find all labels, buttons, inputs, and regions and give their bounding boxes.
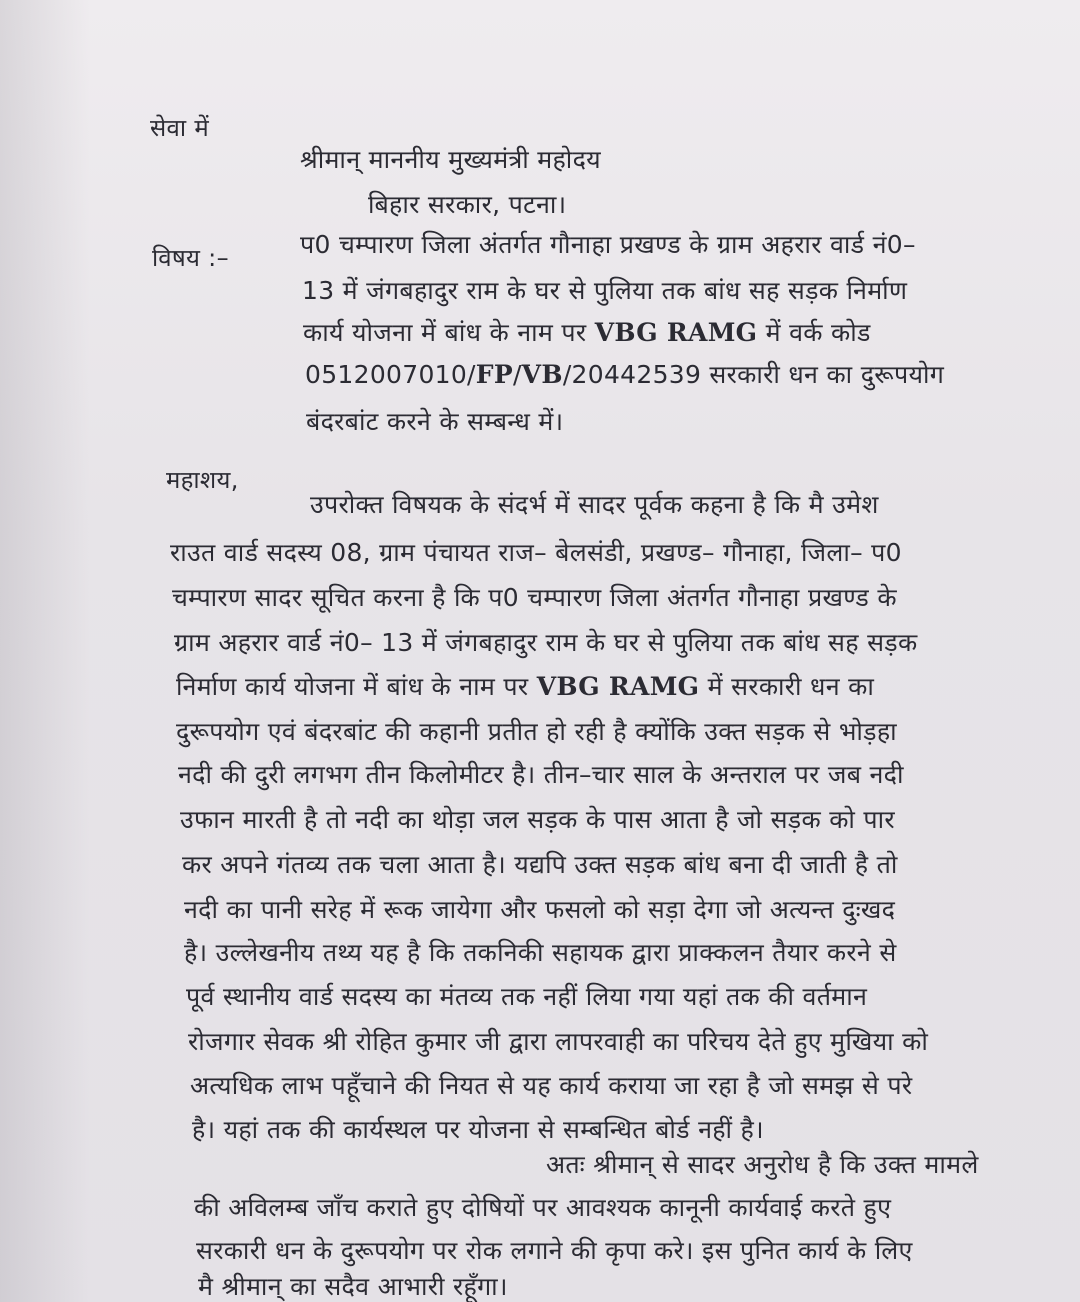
body-line-3: चम्पारण सादर सूचित करना है कि प0 चम्पारण जिला अंतर्गत गौनाहा प्रखण्ड के <box>172 583 897 612</box>
work-code-part-2: FP <box>475 360 513 389</box>
body-line-14: अत्यधिक लाभ पहूँचाने की नियत से यह कार्य कराया जा रहा है जो समझ से परे <box>190 1071 913 1100</box>
subject-line-4 <box>305 360 944 390</box>
body-line-4: ग्राम अहरार वार्ड नं0– 13 में जंगबहादुर राम के घर से पुलिया तक बांध सह सड़क <box>174 628 918 657</box>
body-scheme-name: VBG RAMG <box>536 672 700 701</box>
greeting: महाशय, <box>166 466 239 494</box>
subject-label: विषय :– <box>152 244 229 272</box>
subject-line-3-text-a: कार्य योजना में बांध के नाम पर <box>303 318 587 347</box>
subject-scheme-name: VBG RAMG <box>594 318 758 347</box>
subject-line-5: बंदरबांट करने के सम्बन्ध में। <box>306 407 564 436</box>
body-line-6: दुरूपयोग एवं बंदरबांट की कहानी प्रतीत हो रही है क्योंकि उक्त सड़क से भोड़हा <box>176 717 897 746</box>
work-code-part-1: 0512007010/ <box>305 360 476 389</box>
body-line-15: है। यहां तक की कार्यस्थल पर योजना से सम्बन्धित बोर्ड नहीं है। <box>192 1115 764 1144</box>
body-line-9: कर अपने गंतव्य तक चला आता है। यद्यपि उक्त सड़क बांध बना दी जाती है तो <box>182 850 898 879</box>
body-line-18: सरकारी धन के दुरूपयोग पर रोक लगाने की कृपा करे। इस पुनित कार्य के लिए <box>196 1236 913 1265</box>
body-line-1: उपरोक्त विषयक के संदर्भ में सादर पूर्वक कहना है कि मै उमेश <box>310 490 879 519</box>
body-line-5 <box>176 672 874 702</box>
work-code-part-3: / <box>512 360 522 389</box>
body-line-7: नदी की दुरी लगभग तीन किलोमीटर है। तीन–चार साल के अन्तराल पर जब नदी <box>178 760 904 789</box>
body-line-10: नदी का पानी सरेह में रूक जायेगा और फसलो को सड़ा देगा जो अत्यन्त दुःखद <box>184 895 896 924</box>
salutation-to: सेवा में <box>150 114 209 142</box>
page-shadow <box>0 0 90 1302</box>
recipient-line-2: बिहार सरकार, पटना। <box>368 190 567 219</box>
body-line-2: राउत वार्ड सदस्य 08, ग्राम पंचायत राज– बेलसंडी, प्रखण्ड– गौनाहा, जिला– प0 <box>170 538 902 567</box>
body-line-19: मै श्रीमान् का सदैव आभारी रहूँगा। <box>198 1272 508 1301</box>
subject-line-1: प0 चम्पारण जिला अंतर्गत गौनाहा प्रखण्ड के ग्राम अहरार वार्ड नं0– <box>300 230 916 259</box>
work-code-part-4: VB <box>521 360 563 389</box>
subject-line-3-text-c: में वर्क कोड <box>765 318 871 347</box>
body-line-5-text-c: में सरकारी धन का <box>707 672 875 701</box>
body-line-13: रोजगार सेवक श्री रोहित कुमार जी द्वारा लापरवाही का परिचय देते हुए मुखिया को <box>188 1027 929 1056</box>
body-line-5-text-a: निर्माण कार्य योजना में बांध के नाम पर <box>176 672 529 701</box>
body-line-16: अतः श्रीमान् से सादर अनुरोध है कि उक्त मामले <box>546 1150 979 1179</box>
body-line-8: उफान मारती है तो नदी का थोड़ा जल सड़क के पास आता है जो सड़क को पार <box>180 805 895 834</box>
subject-line-2: 13 में जंगबहादुर राम के घर से पुलिया तक बांध सह सड़क निर्माण <box>302 276 908 305</box>
body-line-12: पूर्व स्थानीय वार्ड सदस्य का मंतव्य तक नहीं लिया गया यहां तक की वर्तमान <box>186 982 868 1011</box>
subject-line-3 <box>303 318 871 348</box>
body-line-17: की अविलम्ब जाँच कराते हुए दोषियों पर आवश्यक कानूनी कार्यवाई करते हुए <box>194 1193 892 1222</box>
body-line-11: है। उल्लेखनीय तथ्य यह है कि तकनिकी सहायक द्वारा प्राक्कलन तैयार करने से <box>184 938 897 967</box>
recipient-line-1: श्रीमान् माननीय मुख्यमंत्री महोदय <box>300 145 601 174</box>
subject-line-4-text-e: /20442539 सरकारी धन का दुरूपयोग <box>562 360 945 389</box>
